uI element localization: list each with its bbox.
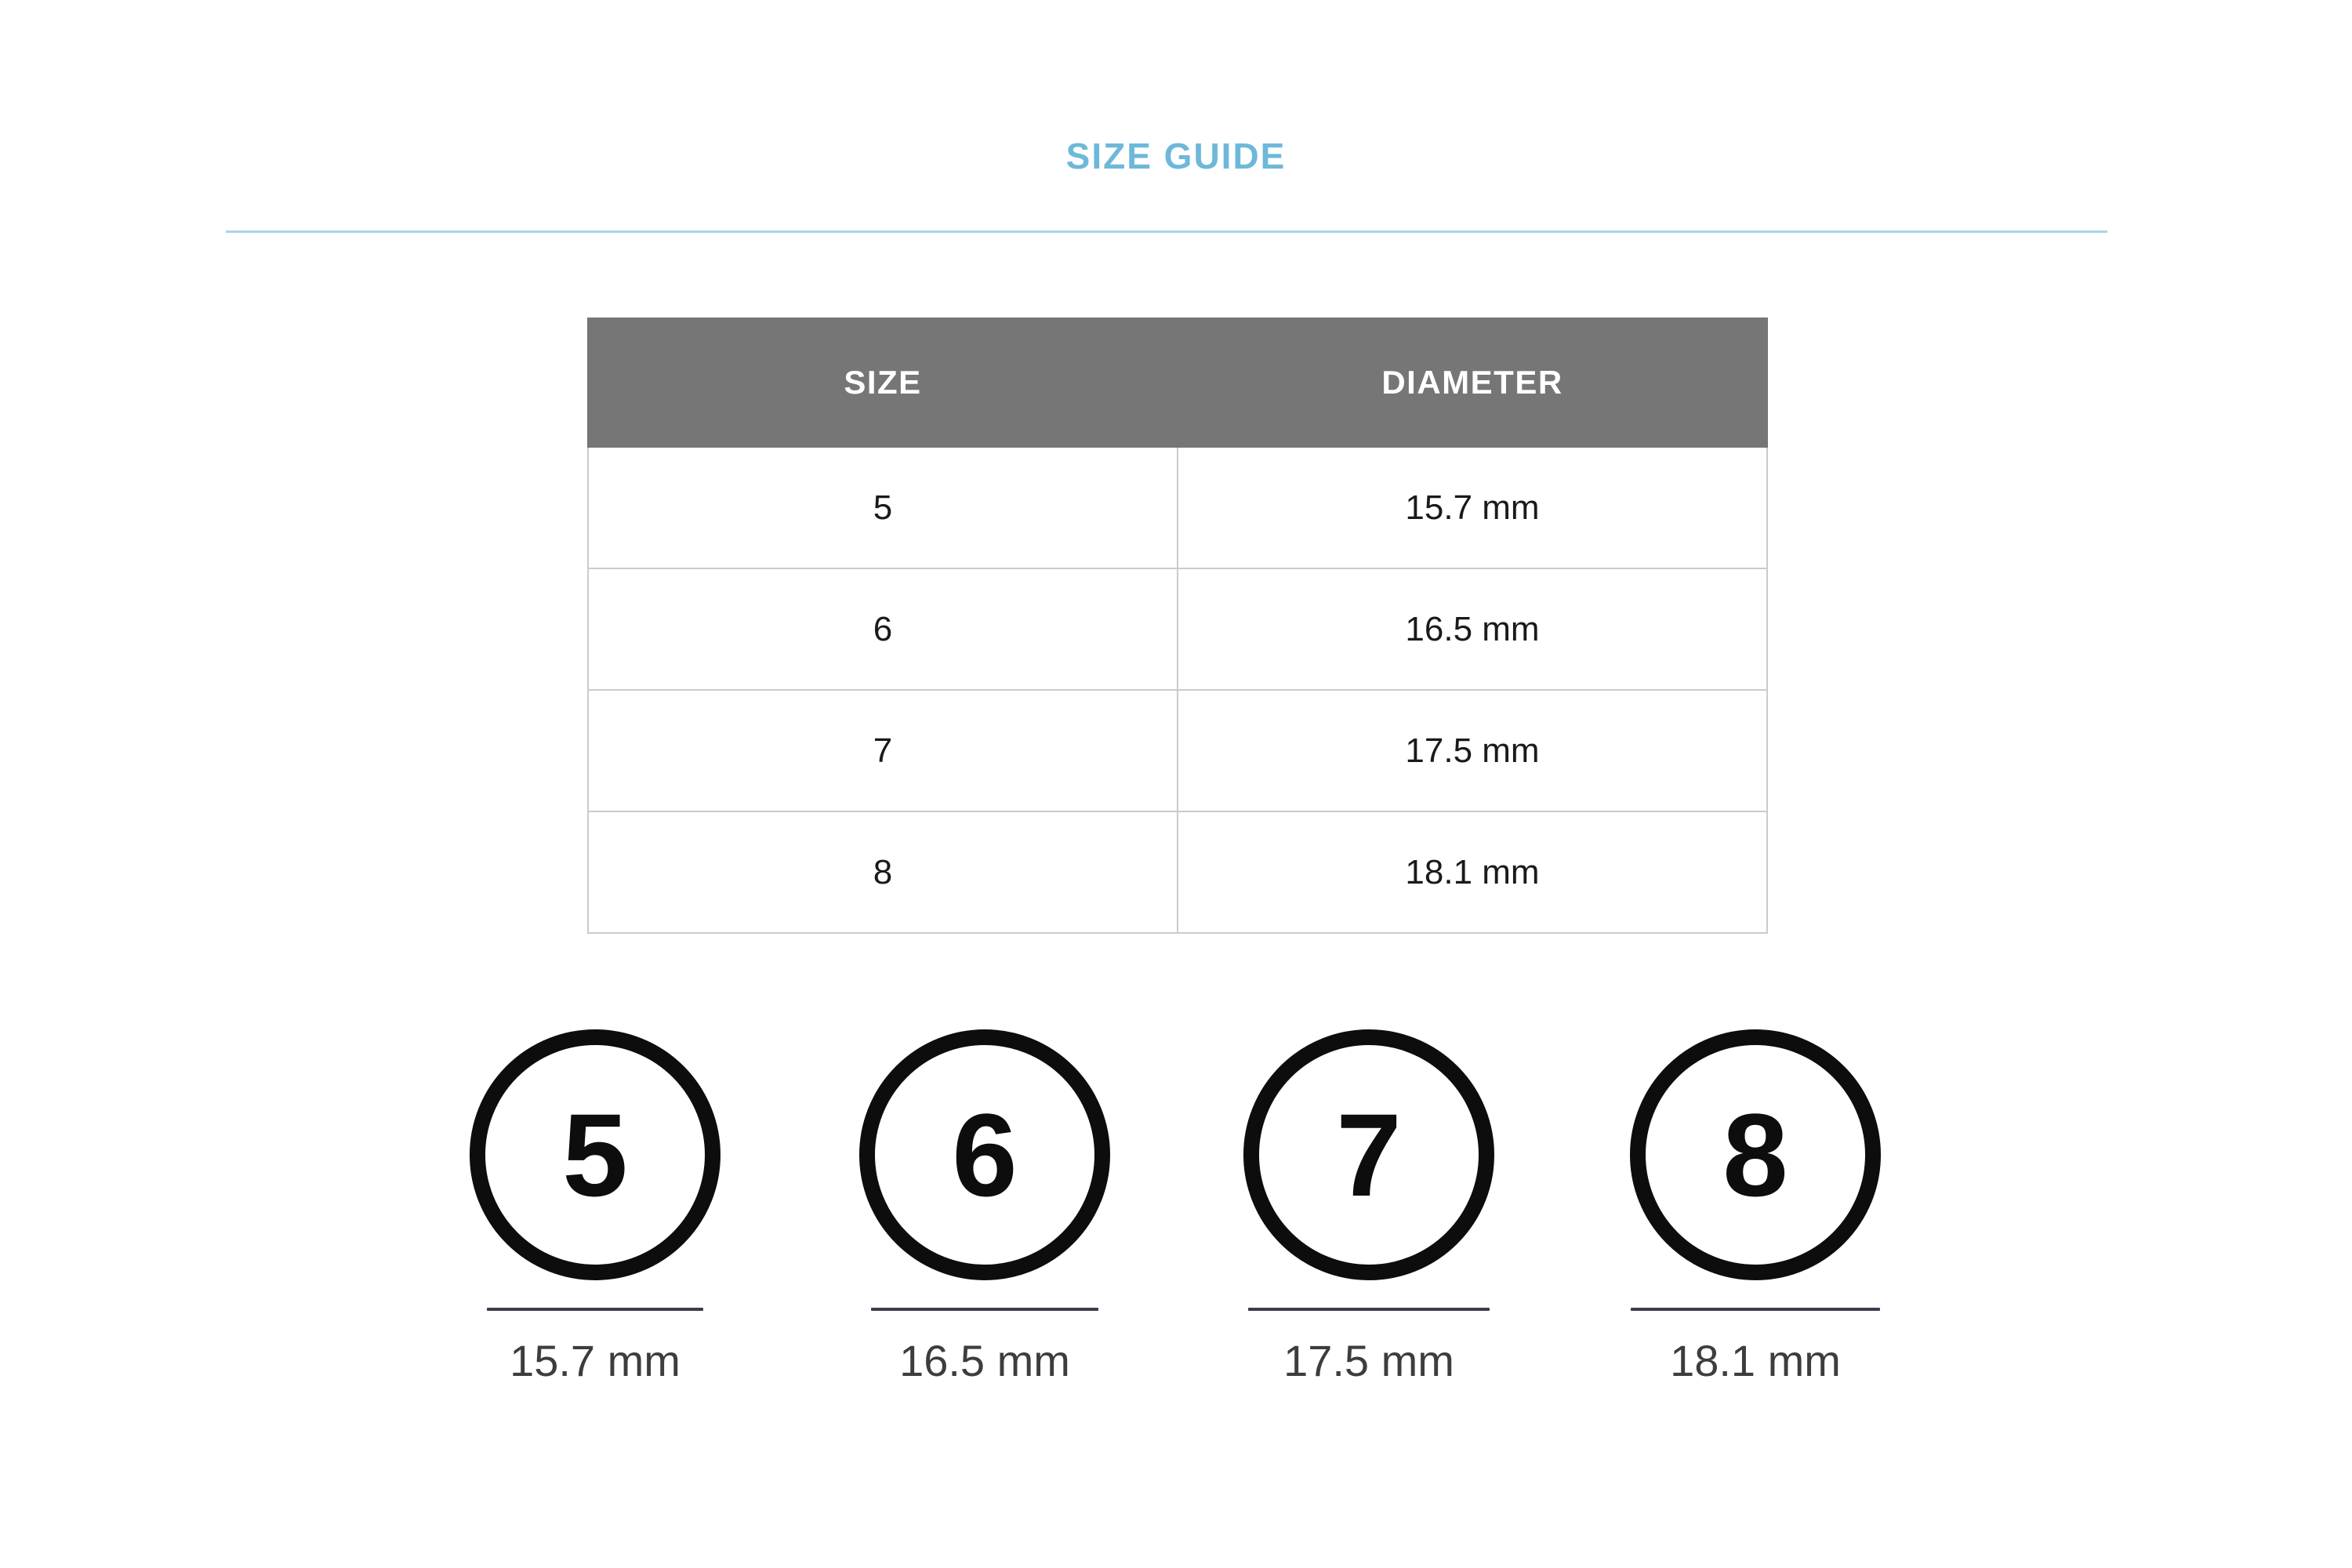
size-table [587, 318, 1768, 934]
ring-circle-icon [470, 1029, 720, 1280]
diameter-measure-line [871, 1308, 1098, 1311]
ring-size-7-group [1212, 1029, 1526, 1383]
diameter-cell: 15.7 mm [1178, 447, 1767, 568]
ring-size-5-group [438, 1029, 752, 1383]
diameter-label: 17.5 mm [1283, 1336, 1454, 1385]
size-table-body [588, 447, 1767, 933]
title-divider-line [226, 230, 2107, 233]
table-row [588, 568, 1767, 690]
ring-circle-icon [1243, 1029, 1494, 1280]
ring-size-number: 7 [1336, 1089, 1402, 1221]
size-cell: 8 [588, 811, 1178, 933]
ring-size-6-group [828, 1029, 1142, 1383]
ring-size-number: 6 [952, 1089, 1018, 1221]
column-header-diameter: DIAMETER [1178, 318, 1767, 447]
size-table-header [588, 318, 1767, 447]
table-row [588, 690, 1767, 811]
table-row [588, 447, 1767, 568]
ring-circle-icon [859, 1029, 1110, 1280]
diameter-measure-line [1631, 1308, 1880, 1311]
diameter-cell: 18.1 mm [1178, 811, 1767, 933]
diameter-label: 15.7 mm [510, 1336, 681, 1385]
ring-size-number: 5 [562, 1089, 628, 1221]
size-cell: 6 [588, 568, 1178, 690]
diameter-cell: 17.5 mm [1178, 690, 1767, 811]
table-row [588, 811, 1767, 933]
diameter-cell: 16.5 mm [1178, 568, 1767, 690]
diameter-label: 18.1 mm [1670, 1336, 1841, 1385]
page-title: SIZE GUIDE [1065, 136, 1287, 176]
ring-size-number: 8 [1722, 1089, 1788, 1221]
size-cell: 5 [588, 447, 1178, 568]
diameter-label: 16.5 mm [899, 1336, 1070, 1385]
diameter-measure-line [487, 1308, 703, 1311]
size-cell: 7 [588, 690, 1178, 811]
ring-circle-icon [1630, 1029, 1881, 1280]
diameter-measure-line [1248, 1308, 1490, 1311]
ring-size-8-group [1599, 1029, 1912, 1383]
column-header-size: SIZE [588, 318, 1178, 447]
table-header-row [588, 318, 1767, 447]
